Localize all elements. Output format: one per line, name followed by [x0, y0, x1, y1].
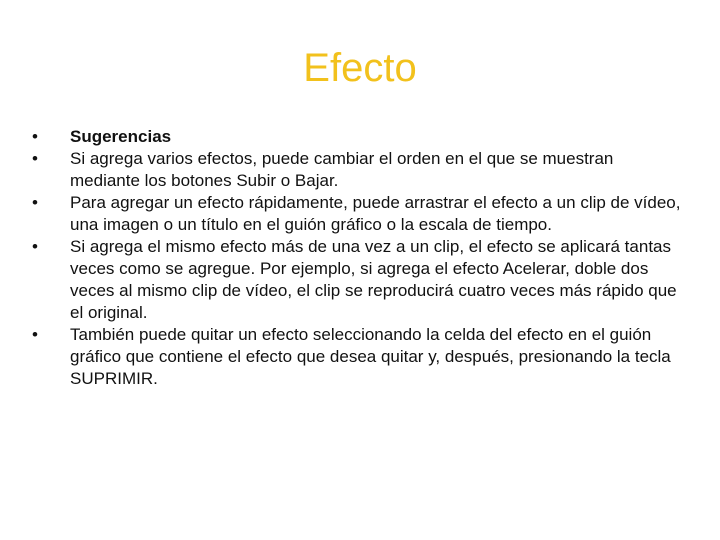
bullet-item-2	[32, 148, 682, 192]
bullet-text: También puede quitar un efecto seleccionando la celda del efecto en el guión gráfico que contiene el efecto que desea quitar y, después, presionando la tecla SUPRIMIR.	[70, 325, 671, 388]
bullet-list	[32, 126, 682, 390]
bullet-text: Para agregar un efecto rápidamente, puede arrastrar el efecto a un clip de vídeo, una imagen o un título en el guión gráfico o la escala de tiempo.	[70, 193, 681, 234]
bullet-marker-icon: •	[32, 237, 38, 256]
bullet-item-4	[32, 236, 682, 324]
bullet-item-5	[32, 324, 682, 390]
bullet-item-1	[32, 126, 682, 148]
bullet-text: Si agrega el mismo efecto más de una vez a un clip, el efecto se aplicará tantas veces como se agregue. Por ejemplo, si agrega el efecto Acelerar, doble dos veces al mismo clip de vídeo, el clip se reproducirá cuatro veces más rápido que el original.	[70, 237, 677, 322]
slide-title: Efecto	[303, 46, 417, 90]
bullet-marker-icon: •	[32, 325, 38, 344]
bullet-marker-icon: •	[32, 193, 38, 212]
bullet-marker-icon: •	[32, 127, 38, 146]
bullet-text: Si agrega varios efectos, puede cambiar el orden en el que se muestran mediante los botones Subir o Bajar.	[70, 149, 614, 190]
bullet-marker-icon: •	[32, 149, 38, 168]
bullet-text: Sugerencias	[70, 127, 172, 146]
bullet-item-3	[32, 192, 682, 236]
